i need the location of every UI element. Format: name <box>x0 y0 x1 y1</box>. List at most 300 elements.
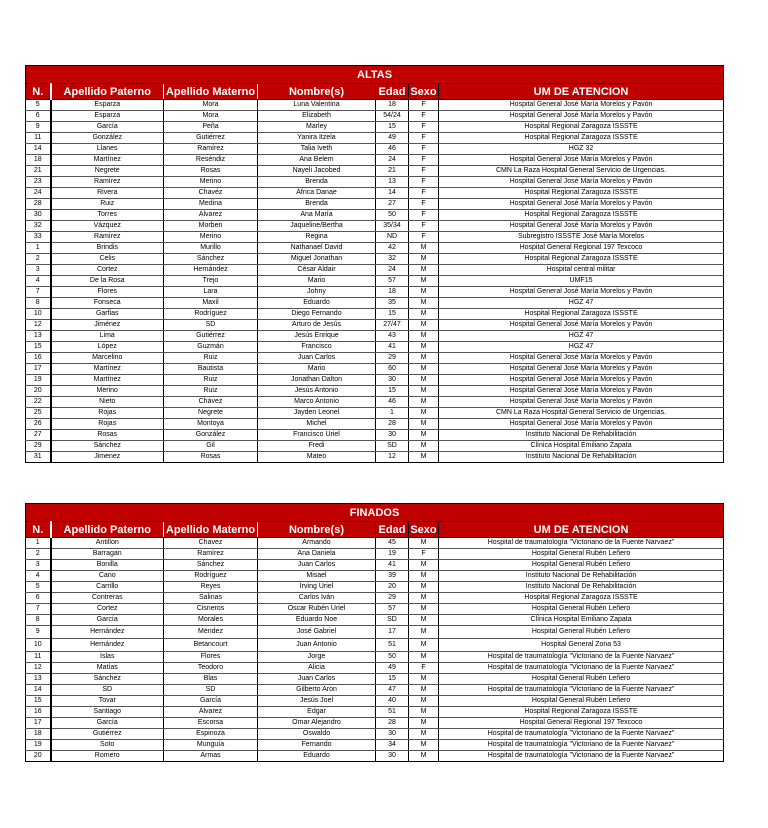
col-apellido-paterno-header: Apellido Paterno <box>51 522 164 538</box>
cell-n: 8 <box>26 298 51 309</box>
cell-apellido-paterno: Garfias <box>51 309 164 320</box>
cell-um: Hospital de traumatología "Victoriano de la Fuente Narvaez" <box>439 652 724 663</box>
cell-sexo: F <box>409 188 439 199</box>
cell-n: 23 <box>26 177 51 188</box>
cell-n: 13 <box>26 331 51 342</box>
cell-apellido-paterno: García <box>51 122 164 133</box>
cell-n: 1 <box>26 538 51 549</box>
cell-edad: 60 <box>376 364 409 375</box>
cell-n: 18 <box>26 729 51 740</box>
cell-um: Instituto Nacional De Rehabilitación <box>439 430 724 441</box>
cell-nombres: Mario <box>258 276 376 287</box>
col-edad-header: Edad <box>376 84 409 100</box>
cell-apellido-materno: Chávez <box>164 397 258 408</box>
cell-edad: 15 <box>376 386 409 397</box>
cell-edad: 49 <box>376 663 409 674</box>
cell-n: 5 <box>26 582 51 593</box>
cell-nombres: Francisco Uriel <box>258 430 376 441</box>
cell-nombres: Regina <box>258 232 376 243</box>
cell-edad: 46 <box>376 144 409 155</box>
cell-n: 32 <box>26 221 51 232</box>
cell-sexo: M <box>409 626 439 639</box>
cell-nombres: Francisco <box>258 342 376 353</box>
cell-nombres: Nathanael David <box>258 243 376 254</box>
cell-n: 20 <box>26 386 51 397</box>
cell-apellido-paterno: Cano <box>51 571 164 582</box>
cell-nombres: África Danae <box>258 188 376 199</box>
cell-edad: 50 <box>376 652 409 663</box>
cell-sexo: M <box>409 419 439 430</box>
cell-n: 16 <box>26 353 51 364</box>
cell-um: Hospital General Zona 53 <box>439 639 724 652</box>
cell-nombres: Michel <box>258 419 376 430</box>
cell-n: 19 <box>26 375 51 386</box>
cell-n: 12 <box>26 663 51 674</box>
altas-table-row <box>26 331 724 342</box>
cell-um: Hospital General Rubén Leñero <box>439 696 724 707</box>
cell-edad: 51 <box>376 707 409 718</box>
cell-nombres: Fredi <box>258 441 376 452</box>
cell-n: 9 <box>26 626 51 639</box>
finados-table-row <box>26 685 724 696</box>
cell-nombres: Eduardo <box>258 751 376 762</box>
cell-sexo: F <box>409 111 439 122</box>
cell-n: 29 <box>26 441 51 452</box>
cell-apellido-paterno: Islas <box>51 652 164 663</box>
cell-apellido-paterno: Celis <box>51 254 164 265</box>
cell-sexo: M <box>409 331 439 342</box>
cell-n: 11 <box>26 652 51 663</box>
cell-apellido-materno: Armas <box>164 751 258 762</box>
cell-apellido-materno: García <box>164 696 258 707</box>
cell-sexo: F <box>409 210 439 221</box>
cell-um: Clínica Hospital Emiliano Zapata <box>439 615 724 626</box>
cell-sexo: F <box>409 232 439 243</box>
cell-nombres: Jaqueline/Bertha <box>258 221 376 232</box>
altas-table-row <box>26 276 724 287</box>
cell-um: Hospital General José María Morelos y Pavón <box>439 111 724 122</box>
cell-edad: 15 <box>376 122 409 133</box>
cell-sexo: M <box>409 243 439 254</box>
finados-table-row <box>26 663 724 674</box>
cell-apellido-materno: Trejo <box>164 276 258 287</box>
cell-n: 12 <box>26 320 51 331</box>
cell-nombres: Ana María <box>258 210 376 221</box>
cell-edad: 34 <box>376 740 409 751</box>
cell-sexo: M <box>409 342 439 353</box>
cell-apellido-materno: Sánchez <box>164 254 258 265</box>
cell-nombres: Oswaldo <box>258 729 376 740</box>
cell-um: Hospital Regional Zaragoza ISSSTE <box>439 309 724 320</box>
finados-table-row <box>26 615 724 626</box>
cell-nombres: Diego Fernando <box>258 309 376 320</box>
cell-nombres: Brenda <box>258 177 376 188</box>
cell-edad: 28 <box>376 419 409 430</box>
cell-nombres: Jorge <box>258 652 376 663</box>
finados-table-row <box>26 639 724 652</box>
finados-table-row <box>26 538 724 549</box>
cell-n: 13 <box>26 674 51 685</box>
cell-edad: 18 <box>376 100 409 111</box>
cell-apellido-paterno: López <box>51 342 164 353</box>
cell-apellido-paterno: Esparza <box>51 111 164 122</box>
cell-n: 2 <box>26 549 51 560</box>
cell-edad: 41 <box>376 560 409 571</box>
cell-n: 15 <box>26 342 51 353</box>
cell-apellido-materno: Morben <box>164 221 258 232</box>
altas-table-row <box>26 199 724 210</box>
finados-title: FINADOS <box>26 504 724 522</box>
cell-nombres: Carlos Iván <box>258 593 376 604</box>
cell-apellido-materno: Mora <box>164 100 258 111</box>
cell-nombres: Edgar <box>258 707 376 718</box>
cell-apellido-paterno: Ramírez <box>51 232 164 243</box>
cell-sexo: M <box>409 375 439 386</box>
altas-table-row <box>26 364 724 375</box>
cell-edad: 35 <box>376 298 409 309</box>
cell-apellido-paterno: Sánchez <box>51 674 164 685</box>
altas-body <box>26 100 724 463</box>
cell-edad: 29 <box>376 593 409 604</box>
cell-apellido-materno: Mora <box>164 111 258 122</box>
col-sexo-header: Sexo <box>410 523 437 536</box>
cell-edad: 40 <box>376 696 409 707</box>
cell-apellido-materno: Negrete <box>164 408 258 419</box>
cell-um: Hospital General José María Morelos y Pavón <box>439 287 724 298</box>
cell-um: Clínica Hospital Emiliano Zapata <box>439 441 724 452</box>
cell-apellido-materno: Rosas <box>164 166 258 177</box>
cell-edad: 20 <box>376 582 409 593</box>
cell-edad: 42 <box>376 243 409 254</box>
cell-edad: 46 <box>376 397 409 408</box>
cell-n: 7 <box>26 287 51 298</box>
cell-um: Hospital General Rubén Leñero <box>439 604 724 615</box>
col-sexo-header: Sexo <box>410 85 437 98</box>
cell-n: 3 <box>26 560 51 571</box>
cell-nombres: Armando <box>258 538 376 549</box>
cell-apellido-materno: Ruiz <box>164 386 258 397</box>
cell-n: 2 <box>26 254 51 265</box>
cell-n: 25 <box>26 408 51 419</box>
cell-sexo: M <box>409 298 439 309</box>
cell-nombres: César Aldair <box>258 265 376 276</box>
cell-apellido-materno: Merino <box>164 177 258 188</box>
cell-nombres: Yanira Itzela <box>258 133 376 144</box>
cell-n: 30 <box>26 210 51 221</box>
cell-um: Hospital General José María Morelos y Pavón <box>439 155 724 166</box>
cell-apellido-paterno: Llanes <box>51 144 164 155</box>
altas-table-row <box>26 100 724 111</box>
finados-body <box>26 538 724 762</box>
cell-um: Hospital General José María Morelos y Pavón <box>439 375 724 386</box>
cell-n: 4 <box>26 571 51 582</box>
cell-sexo: M <box>409 718 439 729</box>
altas-table-row <box>26 342 724 353</box>
col-um-header: UM DE ATENCION <box>439 84 724 100</box>
cell-sexo: M <box>409 320 439 331</box>
cell-um: Hospital General José María Morelos y Pavón <box>439 419 724 430</box>
cell-sexo: M <box>409 571 439 582</box>
cell-sexo: M <box>409 309 439 320</box>
cell-um: UMF15 <box>439 276 724 287</box>
cell-apellido-materno: Teodoro <box>164 663 258 674</box>
finados-table-row <box>26 751 724 762</box>
cell-n: 17 <box>26 364 51 375</box>
cell-um: Instituto Nacional De Rehabilitación <box>439 582 724 593</box>
cell-n: 18 <box>26 155 51 166</box>
cell-edad: 30 <box>376 375 409 386</box>
cell-apellido-materno: Espinoza <box>164 729 258 740</box>
cell-nombres: Gilberto Aron <box>258 685 376 696</box>
cell-apellido-paterno: Jiménez <box>51 320 164 331</box>
cell-apellido-paterno: González <box>51 133 164 144</box>
col-apellido-materno-header: Apellido Materno <box>164 84 258 100</box>
cell-apellido-materno: Rodríguez <box>164 571 258 582</box>
cell-sexo: F <box>409 144 439 155</box>
finados-table-row <box>26 582 724 593</box>
cell-sexo: M <box>409 287 439 298</box>
cell-n: 8 <box>26 615 51 626</box>
cell-apellido-paterno: Sánchez <box>51 441 164 452</box>
cell-sexo: F <box>409 199 439 210</box>
cell-sexo: M <box>409 582 439 593</box>
cell-nombres: Elizabeth <box>258 111 376 122</box>
cell-nombres: Nayeli Jacobed <box>258 166 376 177</box>
cell-um: Hospital General Rubén Leñero <box>439 560 724 571</box>
cell-sexo: M <box>409 408 439 419</box>
cell-sexo: F <box>409 133 439 144</box>
cell-um: Hospital de traumatología "Victoriano de la Fuente Narvaez" <box>439 663 724 674</box>
cell-n: 10 <box>26 639 51 652</box>
cell-apellido-paterno: Fonseca <box>51 298 164 309</box>
cell-nombres: Mateo <box>258 452 376 463</box>
cell-edad: 27 <box>376 199 409 210</box>
cell-edad: 15 <box>376 309 409 320</box>
cell-um: Instituto Nacional De Rehabilitación <box>439 571 724 582</box>
altas-table-row <box>26 111 724 122</box>
cell-um: Hospital General José María Morelos y Pavón <box>439 100 724 111</box>
cell-sexo: M <box>409 604 439 615</box>
cell-sexo: M <box>409 430 439 441</box>
cell-sexo: M <box>409 652 439 663</box>
cell-apellido-materno: Gil <box>164 441 258 452</box>
altas-table-row <box>26 452 724 463</box>
col-n-header: N. <box>26 522 51 538</box>
altas-table-row <box>26 320 724 331</box>
cell-apellido-paterno: Rojas <box>51 408 164 419</box>
cell-apellido-materno: SD <box>164 320 258 331</box>
cell-um: Hospital General Rubén Leñero <box>439 626 724 639</box>
cell-apellido-materno: Murillo <box>164 243 258 254</box>
cell-edad: 13 <box>376 177 409 188</box>
cell-n: 14 <box>26 144 51 155</box>
cell-apellido-materno: Ruiz <box>164 353 258 364</box>
col-apellido-materno-header: Apellido Materno <box>164 522 258 538</box>
altas-table <box>25 65 724 463</box>
cell-nombres: Eduardo <box>258 298 376 309</box>
cell-um: Hospital General José María Morelos y Pavón <box>439 353 724 364</box>
col-apellido-paterno-header: Apellido Paterno <box>51 84 164 100</box>
altas-table-row <box>26 441 724 452</box>
cell-apellido-materno: Rosas <box>164 452 258 463</box>
cell-um: Hospital Regional Zaragoza ISSSTE <box>439 122 724 133</box>
cell-edad: 41 <box>376 342 409 353</box>
cell-n: 33 <box>26 232 51 243</box>
cell-n: 3 <box>26 265 51 276</box>
cell-um: Hospital General Regional 197 Texcoco <box>439 718 724 729</box>
cell-n: 11 <box>26 133 51 144</box>
cell-apellido-paterno: Cortez <box>51 265 164 276</box>
cell-nombres: Miguel Jonathan <box>258 254 376 265</box>
cell-edad: 30 <box>376 430 409 441</box>
cell-sexo: M <box>409 729 439 740</box>
cell-nombres: Marley <box>258 122 376 133</box>
altas-table-row <box>26 155 724 166</box>
cell-sexo: M <box>409 276 439 287</box>
cell-apellido-materno: Flores <box>164 652 258 663</box>
cell-edad: 24 <box>376 265 409 276</box>
cell-nombres: Eduardo Noe <box>258 615 376 626</box>
cell-nombres: Oscar Rubén Uriel <box>258 604 376 615</box>
altas-table-row <box>26 309 724 320</box>
cell-apellido-materno: Merino <box>164 232 258 243</box>
cell-edad: 21 <box>376 166 409 177</box>
cell-apellido-materno: Álvarez <box>164 707 258 718</box>
finados-table-row <box>26 652 724 663</box>
cell-n: 27 <box>26 430 51 441</box>
cell-edad: 30 <box>376 751 409 762</box>
cell-edad: 57 <box>376 604 409 615</box>
cell-edad: SD <box>376 441 409 452</box>
cell-n: 6 <box>26 111 51 122</box>
cell-edad: 39 <box>376 571 409 582</box>
cell-um: Hospital General Rubén Leñero <box>439 549 724 560</box>
cell-edad: 57 <box>376 276 409 287</box>
cell-apellido-paterno: Gutiérrez <box>51 729 164 740</box>
altas-table-row <box>26 265 724 276</box>
cell-apellido-paterno: Bonilla <box>51 560 164 571</box>
finados-table-row <box>26 696 724 707</box>
cell-sexo: M <box>409 593 439 604</box>
finados-table-row <box>26 604 724 615</box>
cell-apellido-materno: Ruiz <box>164 375 258 386</box>
cell-apellido-paterno: Hernández <box>51 639 164 652</box>
cell-edad: ND <box>376 232 409 243</box>
altas-header-row <box>26 84 724 100</box>
cell-apellido-materno: Lara <box>164 287 258 298</box>
cell-um: Hospital Regional Zaragoza ISSSTE <box>439 210 724 221</box>
cell-apellido-materno: Escorsa <box>164 718 258 729</box>
cell-apellido-paterno: SD <box>51 685 164 696</box>
cell-edad: 18 <box>376 287 409 298</box>
cell-apellido-paterno: Vázquez <box>51 221 164 232</box>
cell-sexo: M <box>409 674 439 685</box>
cell-n: 10 <box>26 309 51 320</box>
cell-apellido-materno: Salinas <box>164 593 258 604</box>
cell-n: 19 <box>26 740 51 751</box>
cell-apellido-paterno: Brindis <box>51 243 164 254</box>
finados-table-row <box>26 549 724 560</box>
cell-um: Hospital General José María Morelos y Pavón <box>439 221 724 232</box>
cell-um: Hospital General José María Morelos y Pavón <box>439 386 724 397</box>
cell-nombres: Juan Carlos <box>258 560 376 571</box>
cell-edad: 15 <box>376 674 409 685</box>
cell-apellido-paterno: Ruiz <box>51 199 164 210</box>
cell-apellido-paterno: De la Rosa <box>51 276 164 287</box>
cell-um: Hospital General José María Morelos y Pavón <box>439 199 724 210</box>
cell-apellido-materno: Morales <box>164 615 258 626</box>
cell-nombres: José Gabriel <box>258 626 376 639</box>
cell-apellido-paterno: Tovar <box>51 696 164 707</box>
cell-apellido-materno: Rodríguez <box>164 309 258 320</box>
cell-sexo: M <box>409 452 439 463</box>
cell-edad: 24 <box>376 155 409 166</box>
cell-edad: 54/24 <box>376 111 409 122</box>
cell-edad: 28 <box>376 718 409 729</box>
cell-apellido-paterno: Contreras <box>51 593 164 604</box>
cell-n: 14 <box>26 685 51 696</box>
cell-nombres: Arturo de Jesús <box>258 320 376 331</box>
col-nombres-header: Nombre(s) <box>258 522 376 538</box>
altas-table-row <box>26 397 724 408</box>
cell-nombres: Johny <box>258 287 376 298</box>
cell-um: Hospital General José María Morelos y Pavón <box>439 397 724 408</box>
cell-n: 22 <box>26 397 51 408</box>
finados-table-row <box>26 740 724 751</box>
altas-table-row <box>26 243 724 254</box>
cell-sexo: M <box>409 386 439 397</box>
cell-apellido-paterno: Ramírez <box>51 177 164 188</box>
cell-sexo: M <box>409 397 439 408</box>
cell-edad: 50 <box>376 210 409 221</box>
cell-um: Hospital Regional Zaragoza ISSSTE <box>439 707 724 718</box>
cell-sexo: F <box>409 221 439 232</box>
cell-apellido-materno: Bautista <box>164 364 258 375</box>
cell-apellido-paterno: Lima <box>51 331 164 342</box>
cell-n: 28 <box>26 199 51 210</box>
cell-sexo: M <box>409 751 439 762</box>
cell-apellido-materno: Montoya <box>164 419 258 430</box>
cell-apellido-paterno: Santiago <box>51 707 164 718</box>
cell-apellido-paterno: Hernández <box>51 626 164 639</box>
cell-um: Hospital de traumatología "Victoriano de la Fuente Narvaez" <box>439 538 724 549</box>
finados-table <box>25 503 724 762</box>
cell-n: 6 <box>26 593 51 604</box>
cell-apellido-paterno: Negrete <box>51 166 164 177</box>
cell-apellido-materno: Ramírez <box>164 549 258 560</box>
cell-apellido-materno: Chavéz <box>164 188 258 199</box>
cell-sexo: M <box>409 685 439 696</box>
cell-sexo: M <box>409 441 439 452</box>
finados-table-row <box>26 560 724 571</box>
cell-apellido-materno: Reséndiz <box>164 155 258 166</box>
cell-um: HGZ 32 <box>439 144 724 155</box>
cell-nombres: Irving Uriel <box>258 582 376 593</box>
cell-sexo: M <box>409 265 439 276</box>
cell-nombres: Ana Belem <box>258 155 376 166</box>
cell-nombres: Ana Daniela <box>258 549 376 560</box>
cell-nombres: Jesús Antonio <box>258 386 376 397</box>
finados-table-row <box>26 626 724 639</box>
cell-sexo: M <box>409 254 439 265</box>
cell-sexo: F <box>409 155 439 166</box>
cell-nombres: Jesús Joel <box>258 696 376 707</box>
cell-um: HGZ 47 <box>439 331 724 342</box>
cell-edad: 29 <box>376 353 409 364</box>
cell-sexo: M <box>409 696 439 707</box>
col-nombres-header: Nombre(s) <box>258 84 376 100</box>
cell-n: 4 <box>26 276 51 287</box>
